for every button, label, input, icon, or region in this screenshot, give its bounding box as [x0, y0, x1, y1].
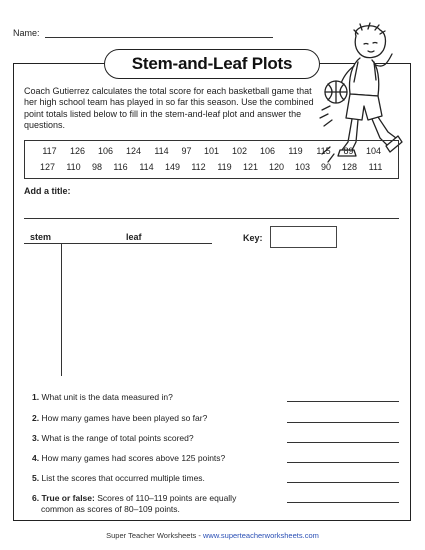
- name-row: [13, 28, 273, 38]
- question-1: [32, 392, 400, 402]
- question-text: List the scores that occurred multiple times.: [41, 473, 205, 483]
- score-value: 98: [91, 162, 102, 172]
- score-value: 115: [316, 146, 331, 156]
- question-4: [32, 453, 400, 463]
- score-value: 126: [69, 146, 86, 156]
- question-number: 4.: [32, 453, 40, 463]
- question-text: Scores of 110–119 points are equally: [97, 493, 237, 503]
- footer-url-link[interactable]: www.superteacherworksheets.com: [202, 531, 319, 540]
- stem-header: stem: [30, 232, 52, 242]
- score-value: 111: [368, 162, 383, 172]
- score-value: 110: [66, 162, 81, 172]
- score-value: 103: [294, 162, 311, 172]
- score-value: 124: [125, 146, 142, 156]
- question-2: [32, 413, 400, 423]
- leaf-header: leaf: [126, 232, 142, 242]
- scores-box: [24, 140, 399, 179]
- score-value: 112: [191, 162, 206, 172]
- score-value: 116: [113, 162, 128, 172]
- answer-line[interactable]: [287, 442, 399, 443]
- footer-separator: -: [196, 531, 203, 540]
- key-box[interactable]: [270, 226, 337, 248]
- answer-line[interactable]: [287, 482, 399, 483]
- score-value: 106: [97, 146, 114, 156]
- score-value: 128: [341, 162, 358, 172]
- score-value: 149: [164, 162, 181, 172]
- question-3: [32, 433, 400, 443]
- scores-line-1: [25, 146, 398, 156]
- question-5: [32, 473, 400, 483]
- answer-line[interactable]: [287, 462, 399, 463]
- key-label: Key:: [243, 233, 263, 243]
- add-title-label: Add a title:: [24, 186, 71, 196]
- intro-paragraph: Coach Gutierrez calculates the total score for each basketball game that her high school team has played in so far this season. Use the combined point totals listed below to fill in the stem-and-leaf plot and answer the questions.: [24, 86, 314, 130]
- true-false-prefix: True or false:: [41, 493, 95, 503]
- answer-line[interactable]: [287, 502, 399, 503]
- score-value: 121: [242, 162, 259, 172]
- question-number: 2.: [32, 413, 40, 423]
- score-value: 119: [288, 146, 303, 156]
- answer-line[interactable]: [287, 401, 399, 402]
- stem-leaf-divider: [61, 243, 62, 376]
- scores-line-2: [25, 162, 398, 172]
- score-value: 97: [181, 146, 192, 156]
- question-6: [32, 493, 400, 514]
- question-text: What is the range of total points scored?: [41, 433, 194, 443]
- score-value: 90: [320, 162, 331, 172]
- score-value: 114: [154, 146, 169, 156]
- score-value: 117: [42, 146, 57, 156]
- question-text: How many games had scores above 125 points?: [41, 453, 226, 463]
- question-number: 1.: [32, 392, 40, 402]
- score-value: 127: [39, 162, 56, 172]
- score-value: 106: [259, 146, 276, 156]
- score-value: 119: [217, 162, 232, 172]
- name-label: Name:: [13, 28, 40, 38]
- question-number: 3.: [32, 433, 40, 443]
- score-value: 101: [203, 146, 220, 156]
- name-field[interactable]: [45, 29, 273, 38]
- score-value: 89: [343, 146, 354, 156]
- title-answer-line[interactable]: [24, 218, 399, 219]
- footer-brand: Super Teacher Worksheets: [106, 531, 197, 540]
- score-value: 120: [268, 162, 285, 172]
- question-text: How many games have been played so far?: [41, 413, 208, 423]
- question-text: What unit is the data measured in?: [41, 392, 173, 402]
- score-value: 102: [231, 146, 248, 156]
- answer-line[interactable]: [287, 422, 399, 423]
- table-header-rule: [24, 243, 212, 244]
- worksheet-title: Stem-and-Leaf Plots: [104, 49, 320, 79]
- score-value: 104: [365, 146, 382, 156]
- question-number: 5.: [32, 473, 40, 483]
- question-number: 6.: [32, 493, 40, 503]
- footer: [0, 531, 425, 540]
- score-value: 114: [139, 162, 154, 172]
- question-text-continued: common as scores of 80–109 points.: [41, 504, 180, 514]
